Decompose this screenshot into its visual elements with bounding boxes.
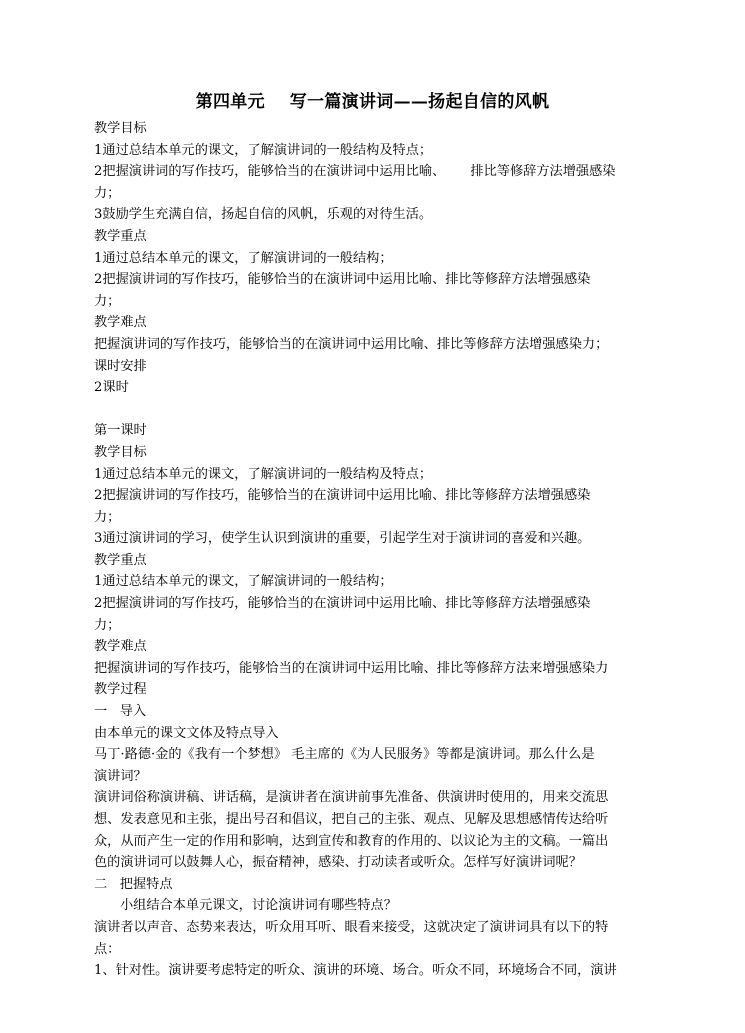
paragraph-line: 1、针对性。演讲要考虑特定的听众、演讲的环境、场合。听众不同，环境场合不同，演讲 [94, 963, 617, 979]
subsection-heading: 二 把握特点 [94, 876, 173, 892]
document-title: 第四单元 写一篇演讲词——扬起自信的风帆 [195, 92, 550, 112]
paragraph-line: 由本单元的课文文体及特点导入 [94, 725, 279, 741]
section-heading: 教学目标 [94, 121, 147, 136]
section-heading: 教学重点 [94, 228, 147, 244]
paragraph-line: 众，从而产生一定的作用和影响，达到宣传和教育的作用的、以议论为主的文稿。一篇出 [94, 833, 609, 849]
paragraph-line: 1通过总结本单元的课文，了解演讲词的一般结构及特点； [94, 142, 433, 158]
section-heading: 教学难点 [94, 315, 147, 331]
paragraph-line: 3通过演讲词的学习，使学生认识到演讲的重要，引起学生对于演讲词的喜爱和兴趣。 [94, 531, 591, 547]
paragraph-line: 力； [94, 617, 121, 633]
subsection-heading: 一 导入 [94, 704, 147, 720]
paragraph-line: 演讲者以声音、态势来表达，听众用耳听、眼看来接受，这就决定了演讲词具有以下的特 [94, 919, 609, 935]
paragraph-line: 把握演讲词的写作技巧，能够恰当的在演讲词中运用比喻、排比等修辞方法来增强感染力 [94, 660, 609, 676]
paragraph-line: 力； [94, 185, 121, 201]
paragraph-line: 力； [94, 509, 121, 525]
paragraph-line: 1通过总结本单元的课文，了解演讲词的一般结构； [94, 250, 393, 266]
paragraph-line: 点： [94, 941, 121, 957]
paragraph-line: 马丁·路德·金的《我有一个梦想》 毛主席的《为人民服务》等都是演讲词。那么什么是 [94, 747, 595, 763]
paragraph-line: 2把握演讲词的写作技巧，能够恰当的在演讲词中运用比喻、排比等修辞方法增强感染 [94, 596, 591, 612]
paragraph-line: 2课时 [94, 380, 129, 396]
section-heading: 教学重点 [94, 552, 147, 568]
blank-line [94, 399, 654, 421]
lesson-heading: 第一课时 [94, 423, 147, 439]
paragraph-line: 3鼓励学生充满自信，扬起自信的风帆，乐观的对待生活。 [94, 207, 433, 223]
paragraph-line: 2把握演讲词的写作技巧，能够恰当的在演讲词中运用比喻、排比等修辞方法增强感染 [94, 272, 591, 288]
paragraph-line: 把握演讲词的写作技巧，能够恰当的在演讲词中运用比喻、排比等修辞方法增强感染力； [94, 336, 609, 352]
paragraph-line: 色的演讲词可以鼓舞人心，振奋精神，感染、打动读者或听众。怎样写好演讲词呢？ [94, 855, 582, 871]
paragraph-line: 1通过总结本单元的课文，了解演讲词的一般结构； [94, 574, 393, 590]
paragraph-line: 力； [94, 293, 121, 309]
paragraph-line: 演讲词俗称演讲稿、讲话稿，是演讲者在演讲前事先准备、供演讲时使用的，用来交流思 [94, 790, 609, 806]
paragraph-line: 2把握演讲词的写作技巧，能够恰当的在演讲词中运用比喻、 排比等修辞方法增强感染 [94, 164, 616, 180]
paragraph-line: 2把握演讲词的写作技巧，能够恰当的在演讲词中运用比喻、排比等修辞方法增强感染 [94, 488, 591, 504]
section-heading: 课时安排 [94, 358, 147, 374]
paragraph-line: 小组结合本单元课文，讨论演讲词有哪些特点？ [120, 898, 397, 914]
document-body [94, 118, 654, 982]
section-heading: 教学难点 [94, 639, 147, 655]
paragraph-line: 1通过总结本单元的课文，了解演讲词的一般结构及特点； [94, 466, 433, 482]
section-heading: 教学目标 [94, 444, 147, 460]
paragraph-line: 想、发表意见和主张，提出号召和倡议，把自己的主张、观点、见解及思想感情传达给听 [94, 812, 609, 827]
paragraph-line: 演讲词？ [94, 768, 147, 784]
section-heading: 教学过程 [94, 682, 147, 698]
